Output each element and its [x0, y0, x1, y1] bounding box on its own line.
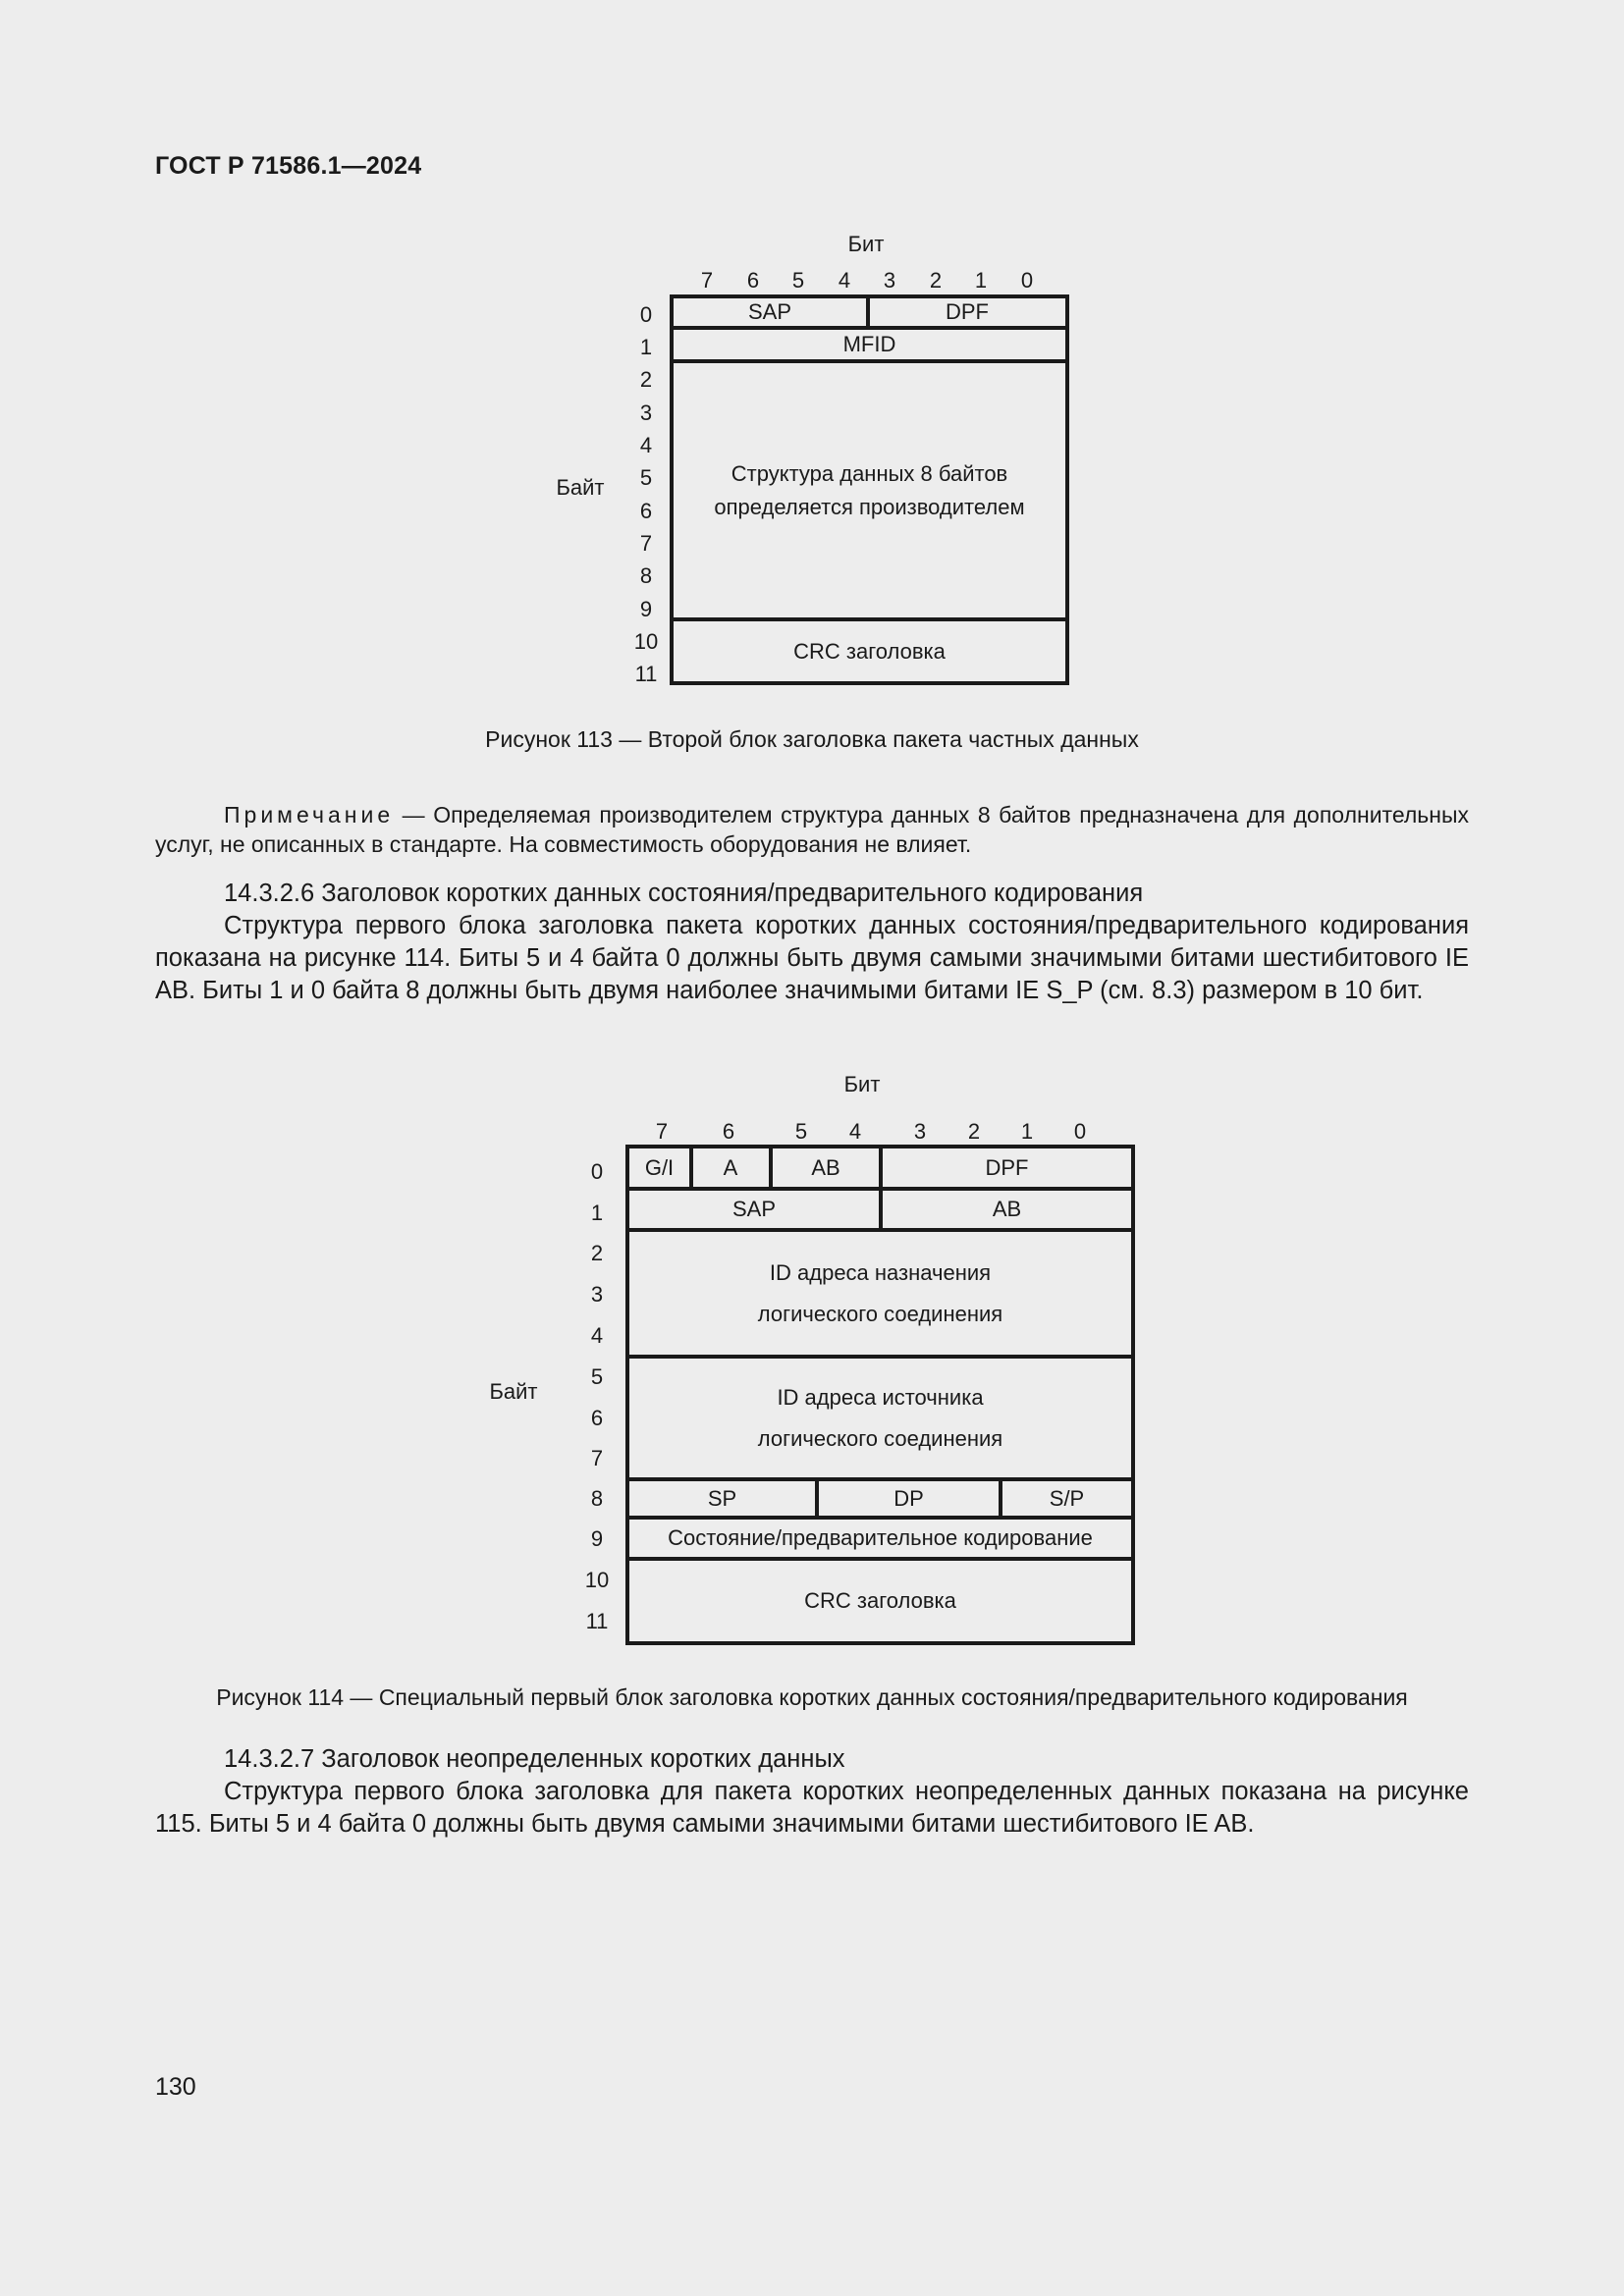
field-mfid [670, 326, 1069, 363]
byte-number: 11 [585, 1609, 609, 1633]
bit-number: 1 [1020, 1119, 1034, 1144]
field-sp [625, 1478, 819, 1520]
field-status-label: Состояние/предварительное кодирование [668, 1525, 1093, 1550]
field-ab-label: AB [992, 1197, 1022, 1221]
byte-number: 11 [634, 662, 658, 686]
note-label: Примечание [224, 802, 395, 828]
bit-number: 5 [794, 1119, 808, 1144]
destination-id-line1: ID адреса назначения [769, 1259, 992, 1285]
field-a-label: A [723, 1154, 738, 1180]
byte-number: 7 [639, 531, 653, 556]
section-heading: 14.3.2.6 Заголовок коротких данных состояния/предварительного кодирования [224, 880, 1144, 907]
figure-114-caption: Рисунок 114 — Специальный первый блок заголовка коротких данных состояния/предварительного кодирования [216, 1684, 1408, 1710]
byte-number: 7 [590, 1446, 604, 1470]
bit-number: 3 [883, 268, 896, 293]
note [155, 800, 1469, 859]
section-body: Структура первого блока заголовка для пакета коротких неопределенных данных показана на рисунке 115. Биты 5 и 4 байта 0 должны быть двумя самыми значимыми битами шестибитового IE AB. [155, 1778, 1469, 1838]
section-heading: 14.3.2.7 Заголовок неопределенных коротких данных [224, 1745, 845, 1773]
field-ab-msb-label: AB [811, 1154, 840, 1180]
page-number: 130 [155, 2073, 196, 2101]
byte-number: 1 [639, 335, 653, 359]
byte-label: Байт [556, 475, 605, 500]
source-id-line1: ID адреса источника [777, 1384, 984, 1410]
bit-number: 3 [913, 1119, 927, 1144]
field-destination-id [625, 1229, 1135, 1359]
field-source-id [625, 1356, 1135, 1481]
bit-number: 1 [974, 268, 988, 293]
source-id-line2: логического соединения [757, 1425, 1003, 1451]
bit-number: 4 [848, 1119, 862, 1144]
bit-number: 0 [1073, 1119, 1087, 1144]
byte-number: 3 [590, 1282, 604, 1307]
byte-number: 8 [639, 563, 653, 588]
bit-number: 6 [722, 1119, 735, 1144]
byte-number: 3 [639, 400, 653, 425]
bit-number: 0 [1020, 268, 1034, 293]
bit-number: 6 [746, 268, 760, 293]
byte-number: 1 [590, 1201, 604, 1225]
destination-id-line2: логического соединения [757, 1301, 1003, 1326]
field-dp-label: DP [893, 1485, 924, 1511]
bit-number: 2 [929, 268, 943, 293]
field-ab-msb [770, 1145, 883, 1191]
field-dpf [880, 1145, 1135, 1191]
byte-number: 6 [639, 499, 653, 523]
field-sap-label: SAP [747, 299, 792, 324]
byte-number: 0 [590, 1159, 604, 1184]
byte-number: 2 [590, 1241, 604, 1265]
byte-number: 10 [633, 629, 659, 654]
bit-title: Бит [847, 232, 885, 256]
bit-title: Бит [843, 1072, 881, 1096]
byte-number: 4 [639, 433, 653, 457]
field-status [625, 1517, 1135, 1561]
note-text: — Определяемая производителем структура данных 8 байтов предназначена для дополнительных услуг, не описанных в стандарте. На совместимость оборудования не влияет. [155, 802, 1469, 857]
field-s-p-label: S/P [1049, 1485, 1085, 1511]
field-s-p [1000, 1478, 1135, 1520]
byte-number: 10 [584, 1568, 610, 1592]
byte-number: 8 [590, 1486, 604, 1511]
field-sap [625, 1188, 883, 1232]
field-ab [880, 1188, 1135, 1232]
field-mfid-label: MFID [842, 331, 896, 356]
field-dp [816, 1478, 1002, 1520]
byte-number: 0 [639, 302, 653, 327]
field-crc [670, 618, 1069, 685]
field-a [689, 1145, 773, 1191]
vendor-data-line2: определяется производителем [714, 494, 1025, 519]
bit-number: 5 [791, 268, 805, 293]
bit-number: 7 [655, 1119, 669, 1144]
byte-number: 2 [639, 367, 653, 392]
byte-number: 6 [590, 1406, 604, 1430]
byte-number: 4 [590, 1323, 604, 1348]
document-header: ГОСТ Р 71586.1—2024 [155, 152, 422, 180]
field-crc-label: CRC заголовка [793, 638, 946, 664]
field-sap [670, 294, 870, 330]
field-vendor-data [670, 360, 1069, 621]
field-crc-label: CRC заголовка [804, 1588, 956, 1613]
field-gi-label: G/I [644, 1154, 675, 1180]
byte-label: Байт [489, 1379, 538, 1404]
section-body: Структура первого блока заголовка пакета коротких данных состояния/предварительного кодирования показана на рисунке 114. Биты 5 и 4 байта 0 должны быть двумя самыми значимыми битами шестибитового IE AB. Биты 1 и 0 байта 8 должны быть двумя наиболее значимыми битами IE S_P (см. 8.3) размером в 10 бит. [155, 912, 1469, 1004]
byte-number: 5 [590, 1364, 604, 1389]
field-sp-label: SP [707, 1485, 737, 1511]
bit-number: 2 [967, 1119, 981, 1144]
field-dpf [866, 294, 1069, 330]
field-dpf-label: DPF [946, 299, 989, 324]
field-crc [625, 1558, 1135, 1645]
byte-number: 9 [590, 1526, 604, 1551]
field-sap-label: SAP [731, 1197, 777, 1221]
byte-number: 9 [639, 597, 653, 621]
field-dpf-label: DPF [985, 1154, 1029, 1180]
byte-number: 5 [639, 465, 653, 490]
bit-number: 4 [838, 268, 851, 293]
field-gi [625, 1145, 693, 1191]
vendor-data-line1: Структура данных 8 байтов [731, 460, 1008, 486]
figure-113-caption: Рисунок 113 — Второй блок заголовка пакета частных данных [485, 726, 1139, 752]
bit-number: 7 [700, 268, 714, 293]
